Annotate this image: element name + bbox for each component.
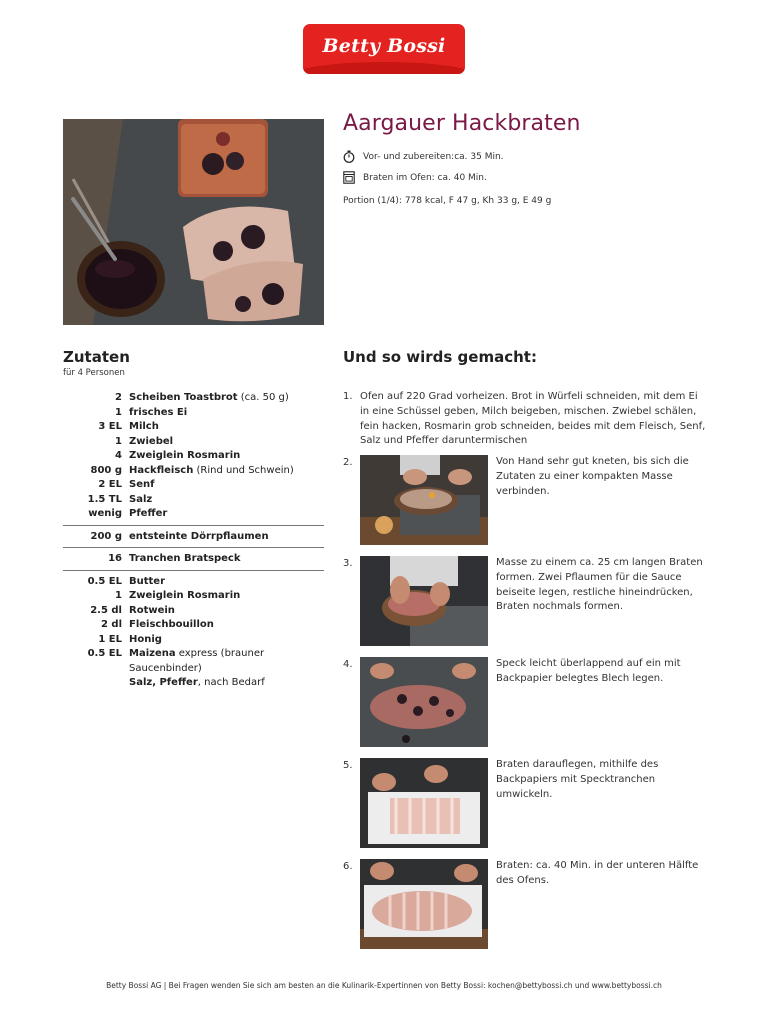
- ingredient-group: [63, 571, 324, 694]
- ingredient-name: Maizena: [129, 648, 176, 659]
- ingredient-quantity: 1 EL: [98, 633, 122, 645]
- ingredients-heading: Zutaten: [63, 348, 130, 366]
- ingredient-name: Scheiben Toastbrot: [129, 392, 238, 403]
- ingredient-quantity: wenig: [88, 508, 122, 519]
- ingredient-row: [63, 552, 324, 567]
- step-photo: [360, 859, 488, 949]
- step-photo: [360, 455, 488, 545]
- ingredient-row: [63, 464, 324, 479]
- ingredient-text: [129, 575, 324, 590]
- ingredient-row: [63, 406, 324, 421]
- ingredient-row: [63, 604, 324, 619]
- steps-heading: Und so wirds gemacht:: [343, 348, 537, 366]
- ingredient-row: [63, 575, 324, 590]
- ingredient-note: (ca. 50 g): [237, 392, 289, 403]
- ingredient-row: [63, 530, 324, 545]
- ingredient-text: [129, 420, 324, 435]
- ingredient-quantity: 2: [115, 392, 122, 403]
- ingredients-table: [63, 390, 324, 694]
- step-text: Masse zu einem ca. 25 cm langen Braten formen. Zwei Pflaumen für die Sauce beiseite legen, restliche hineindrücken, Braten nochmals formen.: [496, 557, 703, 613]
- ingredient-text: [129, 493, 324, 508]
- ingredient-name: Hackfleisch: [129, 464, 194, 476]
- ingredient-quantity: 1: [115, 435, 122, 447]
- ingredient-text: [129, 530, 324, 545]
- ingredient-row: [63, 449, 324, 464]
- ingredient-quantity: 0.5 EL: [87, 575, 122, 587]
- ingredient-row: [63, 420, 324, 435]
- ingredient-text: [129, 618, 324, 633]
- ingredient-quantity: 3 EL: [98, 421, 122, 432]
- ingredient-quantity: [63, 676, 129, 691]
- ingredient-name: Zweiglein Rosmarin: [129, 450, 241, 461]
- ingredient-text: [129, 589, 324, 604]
- step-photo: [360, 657, 488, 747]
- ingredient-name: Rotwein: [129, 604, 175, 616]
- ingredient-note: (Rind und Schwein): [193, 464, 294, 476]
- step-photo: [360, 556, 488, 646]
- ingredient-text: [129, 604, 324, 619]
- footer-note: Betty Bossi AG | Bei Fragen wenden Sie sich am besten an die Kulinarik-Expertinnen von Betty Bossi: kochen@bettybossi.ch und www.bettybossi.ch: [106, 981, 662, 990]
- prep-time: [343, 150, 504, 163]
- ingredient-group: [63, 526, 324, 549]
- ingredient-text: [129, 391, 324, 406]
- ingredient-note: , nach Bedarf: [197, 677, 265, 688]
- ingredient-text: [129, 449, 324, 464]
- ingredient-name: Tranchen Bratspeck: [129, 553, 241, 564]
- ingredient-row: [63, 589, 324, 604]
- hero-photo: [63, 119, 324, 325]
- ingredient-row: [63, 391, 324, 406]
- ingredient-quantity: 1.5 TL: [87, 493, 122, 505]
- ingredient-row: [63, 435, 324, 450]
- ingredient-text: [129, 676, 324, 691]
- ingredient-text: [129, 464, 324, 479]
- brand-logo: [303, 24, 465, 74]
- ingredient-row: [63, 493, 324, 508]
- recipe-title: Aargauer Hackbraten: [343, 111, 581, 136]
- step-number: 6.: [343, 861, 353, 872]
- ingredient-name: Salz: [129, 493, 153, 505]
- ingredient-text: [129, 478, 324, 493]
- ingredient-text: [129, 435, 324, 450]
- ingredient-quantity: 4: [115, 450, 122, 461]
- ingredient-text: [129, 552, 324, 567]
- ingredient-quantity: 2 dl: [100, 619, 122, 630]
- ingredient-quantity: 0.5 EL: [87, 648, 122, 659]
- ingredient-name: Zwiebel: [129, 435, 174, 447]
- logo-arc: [303, 62, 465, 74]
- ingredient-row: [63, 647, 324, 676]
- ingredient-quantity: 2.5 dl: [90, 604, 122, 616]
- oven-icon: [343, 171, 355, 184]
- ingredient-text: [129, 647, 324, 676]
- step-text: Ofen auf 220 Grad vorheizen. Brot in Würfeli schneiden, mit dem Ei in eine Schüssel geben, Milch beigeben, mischen. Zwiebel schälen, fein hacken, Rosmarin grob schneiden, beides mit dem Fleisch, Senf, Salz und Pfeffer daruntermischen: [360, 391, 706, 447]
- step-1: [343, 390, 708, 449]
- step-number: 3.: [343, 558, 353, 569]
- ingredient-name: Milch: [129, 421, 159, 432]
- ingredient-text: [129, 406, 324, 421]
- ingredient-row: [63, 618, 324, 633]
- step-text: Von Hand sehr gut kneten, bis sich die Zutaten zu einer kompakten Masse verbinden.: [496, 456, 689, 497]
- step-number: 4.: [343, 659, 353, 670]
- step-number: 2.: [343, 457, 353, 468]
- ingredient-name: Butter: [129, 575, 166, 587]
- ingredient-quantity: 2 EL: [98, 479, 122, 490]
- ingredient-quantity: 800 g: [90, 464, 122, 476]
- ingredient-row: [63, 633, 324, 648]
- ingredient-quantity: 16: [108, 553, 122, 564]
- ingredient-quantity: 200 g: [90, 530, 122, 542]
- ingredient-name: Pfeffer: [129, 508, 168, 519]
- step-text: Braten darauflegen, mithilfe des Backpapiers mit Specktranchen umwickeln.: [496, 759, 659, 800]
- ingredient-row: [63, 676, 324, 691]
- prep-time-label: Vor- und zubereiten:ca. 35 Min.: [363, 151, 504, 162]
- servings-label: für 4 Personen: [63, 368, 125, 378]
- ingredient-name: Honig: [129, 633, 162, 645]
- ingredient-text: [129, 633, 324, 648]
- ingredient-quantity: 1: [115, 406, 122, 418]
- logo-text: Betty Bossi: [322, 35, 446, 57]
- ingredient-name: Salz, Pfeffer: [129, 677, 198, 688]
- ingredient-group: [63, 548, 324, 571]
- ingredient-group: [63, 390, 324, 526]
- ingredient-name: frisches Ei: [129, 406, 188, 418]
- step-number: 1.: [343, 391, 353, 402]
- ingredient-name: Fleischbouillon: [129, 619, 214, 630]
- step-text: Braten: ca. 40 Min. in der unteren Hälfte des Ofens.: [496, 860, 699, 886]
- ingredient-text: [129, 507, 324, 522]
- ingredient-note: express (brauner Saucenbinder): [129, 648, 265, 674]
- step-text: Speck leicht überlappend auf ein mit Backpapier belegtes Blech legen.: [496, 658, 681, 684]
- step-number: 5.: [343, 760, 353, 771]
- step-photo: [360, 758, 488, 848]
- ingredient-row: [63, 478, 324, 493]
- bake-time: [343, 171, 487, 184]
- bake-time-label: Braten im Ofen: ca. 40 Min.: [363, 172, 487, 183]
- ingredient-row: [63, 507, 324, 522]
- ingredient-name: Zweiglein Rosmarin: [129, 590, 241, 601]
- nutrition-info: Portion (1/4): 778 kcal, F 47 g, Kh 33 g, E 49 g: [343, 196, 552, 206]
- ingredient-name: entsteinte Dörrpflaumen: [129, 530, 269, 542]
- ingredient-name: Senf: [129, 479, 155, 490]
- ingredient-quantity: 1: [115, 590, 122, 601]
- stopwatch-icon: [343, 150, 355, 163]
